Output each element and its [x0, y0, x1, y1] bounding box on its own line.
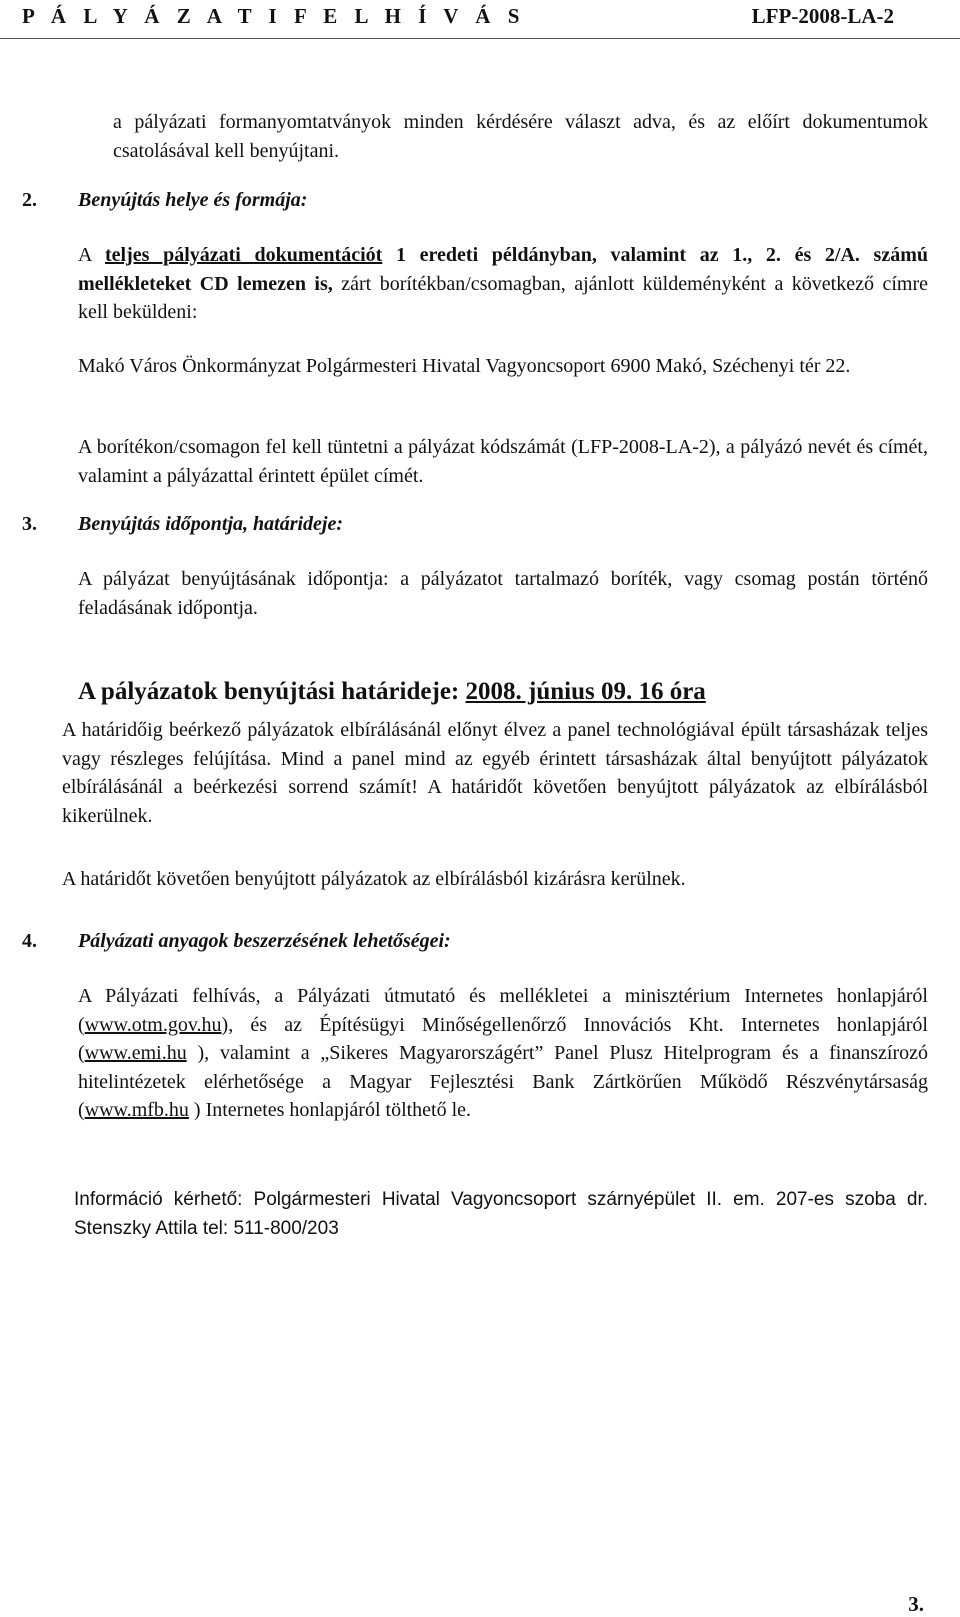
- section-2-paragraph-3: A borítékon/csomagon fel kell tüntetni a pályázat kódszámát (LFP-2008-LA-2), a pályázó nevét és címét, valamint a pályázattal érintett épület címét.: [78, 436, 928, 487]
- section-4-number: 4.: [22, 930, 37, 952]
- section-2-address: Makó Város Önkormányzat Polgármesteri Hivatal Vagyoncsoport 6900 Makó, Széchenyi tér 22.: [78, 355, 851, 377]
- emphasis-bold: 1 eredeti példányban, valamint az 1., 2. és 2/A. számú mellékleteket CD lemezen is,: [78, 244, 928, 295]
- link-emi[interactable]: www.emi.hu: [84, 1042, 187, 1064]
- section-3-heading: Benyújtás időpontja, határideje:: [78, 513, 344, 535]
- page-header: [0, 0, 960, 39]
- section-2-paragraph-1: A teljes pályázati dokumentációt 1 eredeti példányban, valamint az 1., 2. és 2/A. számú mellékleteket CD lemezen is, zárt borítékban/csomagban, ajánlott küldeményként a következő címre kell beküldeni:: [78, 244, 928, 323]
- section-3-paragraph-1: A pályázat benyújtásának időpontja: a pályázatot tartalmazó boríték, vagy csomag postán történő feladásának időpontja.: [78, 568, 928, 619]
- deadline-label: A pályázatok benyújtási határideje:: [78, 678, 466, 705]
- deadline-value: 2008. június 09. 16 óra: [465, 678, 706, 705]
- page-number: 3.: [908, 1592, 924, 1616]
- link-otm[interactable]: www.otm.gov.hu: [84, 1013, 222, 1036]
- section-4-paragraph: A Pályázati felhívás, a Pályázati útmutató és mellékletei a minisztérium Internetes honlapjáról (www.otm.gov.hu), és az Építésügyi Minőségellenőrző Innovációs Kht. Internetes honlapjáról (www.emi.hu ), valamint a „Sikeres Magyarországért” Panel Plusz Hitelprogram és a finanszírozó hitelintézetek elérhetősége a Magyar Fejlesztési Bank Zártkörűen Működő Részvénytársaság (www.mfb.hu ) Internetes honlapjáról tölthető le.: [78, 985, 928, 1121]
- document-title: P Á L Y Á Z A T I F E L H Í V Á S: [22, 4, 526, 28]
- section-3-paragraph-2: A határidőig beérkező pályázatok elbírálásánál előnyt élvez a panel technológiával épült társasházak teljes vagy részleges felújítása. Mind a panel mind az egyéb érintett társasházak által benyújtott pályázatok elbírálásánál a beérkezési sorrend számít! A határidőt követően benyújtott pályázatok az elbírálásból kikerülnek.: [62, 719, 928, 827]
- link-mfb[interactable]: www.mfb.hu: [84, 1099, 189, 1121]
- section-4-heading: Pályázati anyagok beszerzésének lehetőségei:: [78, 930, 451, 952]
- deadline-line: [78, 678, 706, 706]
- intro-paragraph: a pályázati formanyomtatványok minden kérdésére választ adva, és az előírt dokumentumok csatolásával kell benyújtani.: [113, 111, 928, 162]
- info-paragraph: Információ kérhető: Polgármesteri Hivatal Vagyoncsoport szárnyépület II. em. 207-es szoba dr. Stenszky Attila tel: 511-800/203: [74, 1189, 928, 1239]
- emphasis-underlined: teljes pályázati dokumentációt: [105, 244, 383, 266]
- section-2-number: 2.: [22, 189, 37, 211]
- section-3-paragraph-3: A határidőt követően benyújtott pályázatok az elbírálásból kizárásra kerülnek.: [62, 868, 686, 890]
- document-code: LFP-2008-LA-2: [751, 4, 894, 28]
- section-3-number: 3.: [22, 513, 37, 535]
- section-2-heading: Benyújtás helye és formája:: [78, 189, 308, 211]
